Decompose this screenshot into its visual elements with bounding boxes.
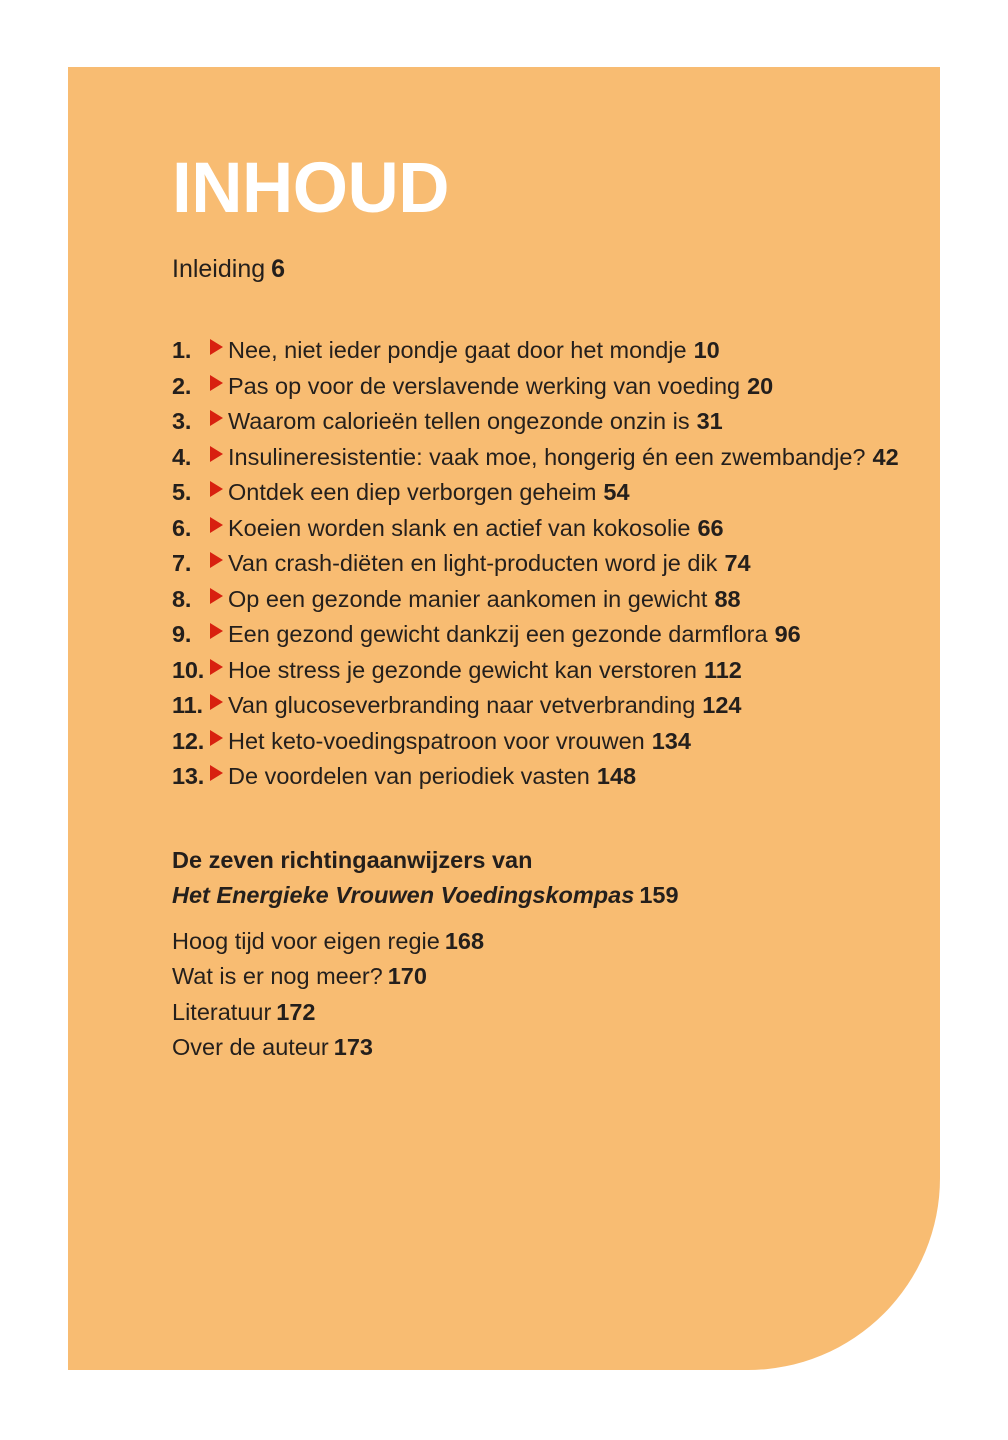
chapter-number: 8.: [172, 585, 192, 612]
back-matter-title: Wat is er nog meer?: [172, 963, 383, 989]
chapter-page: 124: [702, 692, 742, 718]
chapter-row[interactable]: [172, 586, 912, 622]
toc-entry-page: 6: [271, 255, 286, 283]
chapter-title: De voordelen van periodiek vasten: [228, 763, 590, 789]
chapter-page: 148: [596, 763, 637, 789]
chapter-number: 3.: [172, 408, 192, 434]
toc-entry-label: Inleiding: [172, 255, 266, 283]
back-matter-spacer: [172, 914, 912, 924]
chapter-number: 13.: [172, 763, 205, 789]
triangle-right-icon: [210, 552, 228, 568]
compass-line-1: De zeven richtingaanwijzers van: [172, 846, 533, 873]
chapter-title: Op een gezonde manier aankomen in gewicht: [228, 585, 708, 612]
triangle-right-icon: [210, 410, 228, 426]
chapter-page: 54: [603, 479, 630, 505]
chapter-row[interactable]: [172, 692, 912, 728]
triangle-right-icon: [210, 730, 228, 746]
back-matter-entries: [172, 924, 912, 1066]
chapter-number: 11.: [172, 692, 203, 718]
compass-title: Het Energieke Vrouwen Voedingskompas: [172, 882, 635, 908]
chapter-title: Waarom calorieën tellen ongezonde onzin is: [228, 408, 690, 434]
chapter-row[interactable]: [172, 550, 912, 586]
back-matter: [172, 843, 912, 1066]
chapter-number: 4.: [172, 443, 192, 470]
triangle-right-icon: [210, 659, 228, 675]
back-matter-entry[interactable]: [172, 1030, 912, 1066]
chapter-row[interactable]: [172, 479, 912, 515]
chapter-number: 12.: [172, 727, 205, 754]
chapter-row[interactable]: [172, 337, 912, 373]
triangle-right-icon: [210, 481, 228, 497]
chapter-row[interactable]: [172, 763, 912, 799]
chapter-page: 74: [724, 550, 751, 576]
back-matter-page: 172: [276, 998, 316, 1025]
chapter-title: Pas op voor de verslavende werking van voeding: [228, 372, 741, 399]
chapter-number: 9.: [172, 621, 192, 647]
chapter-title: Hoe stress je gezonde gewicht kan verstoren: [228, 656, 697, 683]
compass-page: 159: [639, 882, 679, 908]
chapter-number: 6.: [172, 514, 192, 541]
chapter-row[interactable]: [172, 408, 912, 444]
chapter-page: 96: [774, 621, 801, 647]
toc-panel: [68, 67, 940, 1370]
back-matter-title: Hoog tijd voor eigen regie: [172, 927, 440, 954]
back-matter-title: Over de auteur: [172, 1034, 329, 1060]
chapter-title: Insulineresistentie: vaak moe, hongerig én een zwembandje?: [228, 443, 866, 470]
triangle-right-icon: [210, 765, 228, 781]
chapter-page: 112: [703, 656, 742, 683]
chapter-row[interactable]: [172, 657, 912, 693]
page-title: INHOUD: [172, 148, 450, 228]
chapter-title: Nee, niet ieder pondje gaat door het mondje: [228, 337, 687, 363]
chapter-title: Een gezond gewicht dankzij een gezonde darmflora: [228, 621, 768, 647]
back-matter-entry[interactable]: [172, 995, 912, 1031]
chapter-number: 7.: [172, 550, 192, 576]
triangle-right-icon: [210, 446, 228, 462]
chapter-page: 88: [714, 585, 741, 612]
chapter-title: Koeien worden slank en actief van kokosolie: [228, 514, 691, 541]
chapter-number: 1.: [172, 337, 192, 363]
toc-entry-inleiding[interactable]: [172, 257, 912, 282]
back-matter-page: 173: [333, 1034, 373, 1060]
chapter-title: Het keto-voedingspatroon voor vrouwen: [228, 727, 645, 754]
chapter-title: Van glucoseverbranding naar vetverbranding: [228, 692, 696, 718]
chapter-page: 66: [697, 514, 724, 541]
triangle-right-icon: [210, 375, 228, 391]
triangle-right-icon: [210, 339, 228, 355]
chapter-title: Ontdek een diep verborgen geheim: [228, 479, 597, 505]
triangle-right-icon: [210, 517, 228, 533]
triangle-right-icon: [210, 694, 228, 710]
triangle-right-icon: [210, 623, 228, 639]
compass-entry[interactable]: [172, 878, 912, 914]
chapter-number: 2.: [172, 372, 192, 399]
chapter-page: 20: [747, 372, 774, 399]
chapter-title: Van crash-diëten en light-producten word je dik: [228, 550, 718, 576]
chapter-row[interactable]: [172, 444, 912, 480]
back-matter-entry[interactable]: [172, 959, 912, 995]
chapter-row[interactable]: [172, 621, 912, 657]
triangle-right-icon: [210, 588, 228, 604]
back-matter-entry[interactable]: [172, 924, 912, 960]
chapter-row[interactable]: [172, 728, 912, 764]
back-matter-title: Literatuur: [172, 998, 272, 1025]
toc-content: [172, 257, 912, 1066]
back-matter-page: 170: [387, 963, 427, 989]
chapter-row[interactable]: [172, 373, 912, 409]
chapter-row[interactable]: [172, 515, 912, 551]
chapter-list: [172, 337, 912, 799]
chapter-page: 42: [872, 443, 899, 470]
chapter-page: 134: [651, 727, 691, 754]
chapter-number: 5.: [172, 479, 192, 505]
back-matter-page: 168: [444, 927, 485, 954]
chapter-page: 31: [696, 408, 723, 434]
chapter-page: 10: [693, 337, 720, 363]
chapter-number: 10.: [172, 656, 205, 683]
